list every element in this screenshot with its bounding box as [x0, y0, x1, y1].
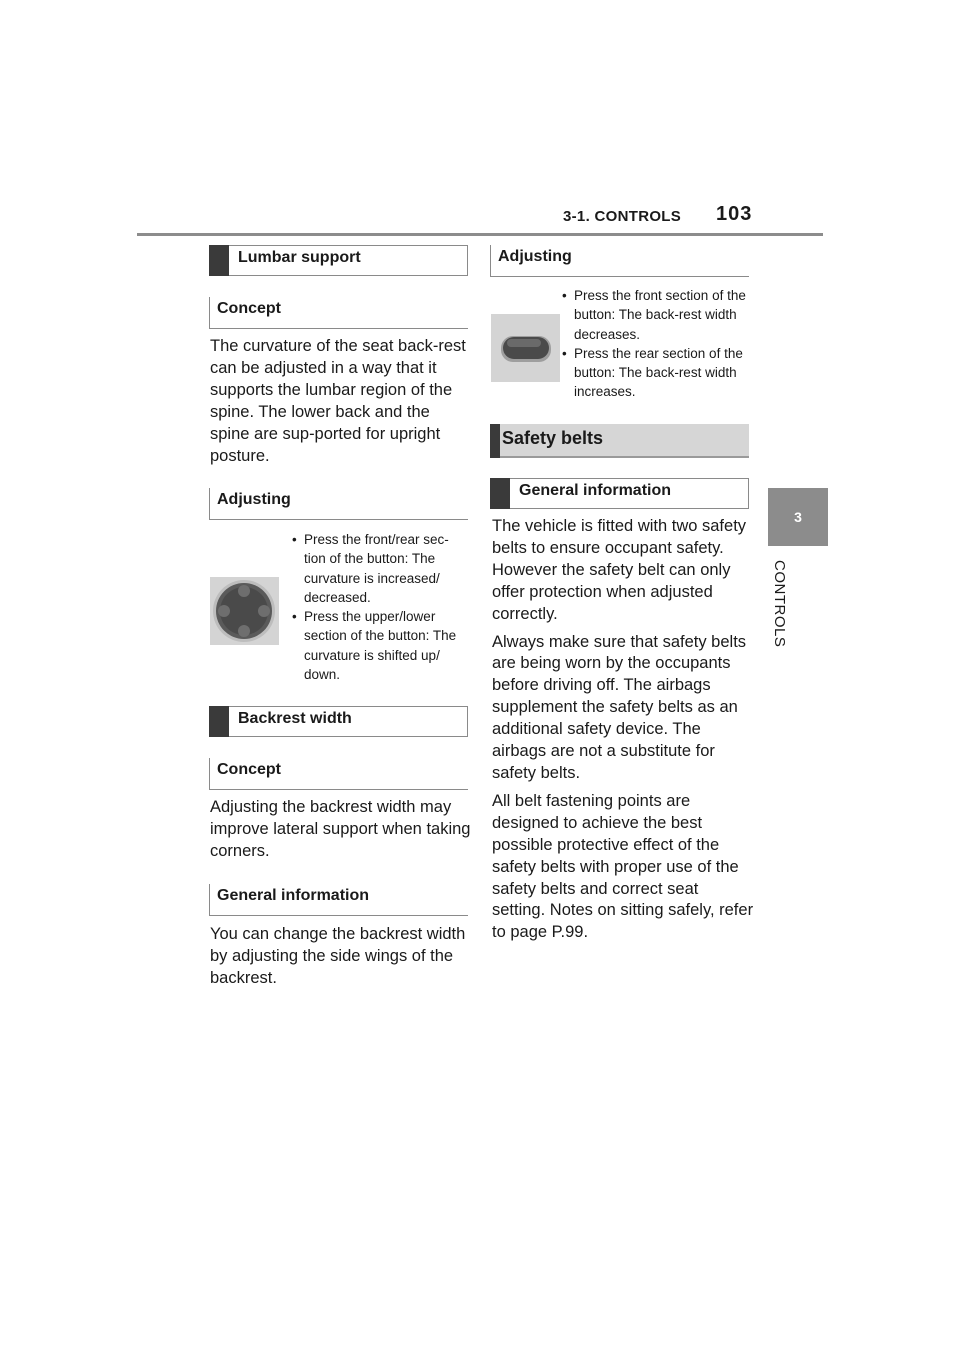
safety-general-heading: General information — [490, 478, 749, 509]
paragraph: The vehicle is fitted with two safety belts to ensure occupant safety. However the safety belt can only offer protection when adjusted correctly. — [492, 517, 747, 623]
backrest-width-heading: Backrest width — [209, 706, 468, 737]
backrest-concept-heading: Concept — [209, 758, 468, 790]
list-item: • Press the rear section of the button: The back-rest width increases. — [560, 344, 750, 402]
four-way-lumbar-button-icon — [210, 577, 279, 645]
backrest-adjusting-list — [560, 286, 750, 402]
lumbar-support-heading: Lumbar support — [209, 245, 468, 276]
chapter-label-text: CONTROLS — [771, 560, 788, 648]
chapter-label — [770, 560, 792, 680]
lumbar-concept-text: The curvature of the seat back-rest can be adjusted in a way that it supports the lumbar region of the spine. The lower back and the spine are sup-ported for upright posture. — [210, 337, 466, 465]
paragraph: Always make sure that safety belts are being worn by the occupants before driving off. The airbags supplement the safety belts as an additional safety device. The airbags are not a substitute for safety belts. — [492, 632, 747, 782]
list-item: • Press the front section of the button: The back-rest width decreases. — [560, 286, 750, 344]
list-item: • Press the upper/lower section of the button: The curvature is shifted up/ down. — [290, 607, 468, 684]
chapter-number: 3 — [794, 509, 802, 525]
page-number: 103 — [716, 203, 753, 225]
lumbar-adjusting-heading: Adjusting — [209, 488, 468, 520]
lumbar-adjusting-list — [290, 530, 468, 684]
backrest-general-heading: General information — [209, 884, 468, 916]
section-title: 3-1. CONTROLS — [563, 208, 682, 225]
safety-belts-text — [492, 516, 754, 950]
header-divider — [137, 233, 823, 236]
backrest-concept-text: Adjusting the backrest width may improve lateral support when taking corners. — [210, 798, 471, 860]
backrest-adjusting-heading: Adjusting — [490, 245, 749, 277]
safety-belts-heading: Safety belts — [490, 424, 749, 458]
backrest-general-text: You can change the backrest width by adjusting the side wings of the backrest. — [210, 925, 466, 987]
paragraph: All belt fastening points are designed to achieve the best possible protective effect of the safety belts with proper use of the safety belts and correct seat setting. Notes on sitting safely, refer to page P.99. — [492, 791, 754, 942]
list-item: • Press the front/rear sec-tion of the button: The curvature is increased/ decreased. — [290, 530, 468, 607]
backrest-width-button-icon — [491, 314, 560, 382]
lumbar-concept-heading: Concept — [209, 297, 468, 329]
